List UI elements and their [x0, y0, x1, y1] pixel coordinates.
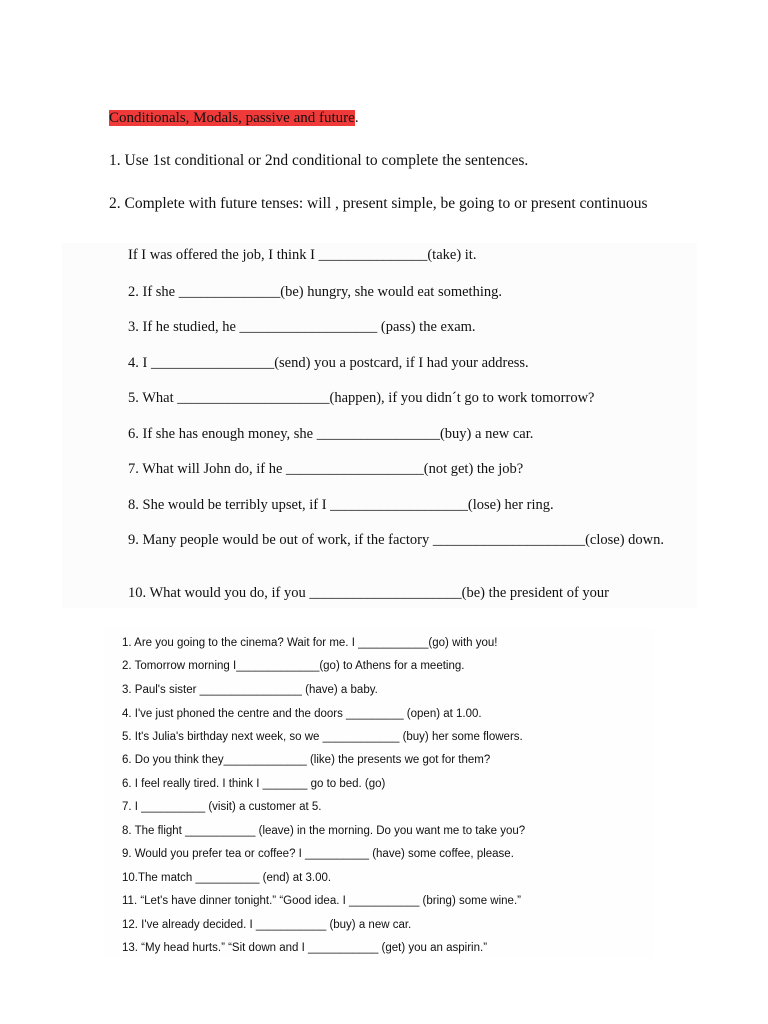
exercise-sentence: 3. Paul's sister ________________ (have) a baby.: [122, 684, 378, 696]
exercise-sentence: If I was offered the job, I think I _______________(take) it.: [128, 247, 477, 263]
conditionals-exercise-image: [62, 243, 697, 608]
exercise-sentence: 8. She would be terribly upset, if I ___________________(lose) her ring.: [128, 497, 554, 513]
exercise-sentence: 6. I feel really tired. I think I _______ go to bed. (go): [122, 778, 386, 790]
exercise-sentence: 10.The match __________ (end) at 3.00.: [122, 872, 332, 884]
worksheet-title: [109, 109, 359, 127]
exercise-sentence: 3. If he studied, he ___________________ (pass) the exam.: [128, 319, 476, 335]
exercise-sentence: 2. Tomorrow morning I_____________(go) to Athens for a meeting.: [122, 660, 465, 672]
exercise-sentence: 4. I _________________(send) you a postcard, if I had your address.: [128, 355, 529, 371]
instruction-1: 1. Use 1st conditional or 2nd conditional to complete the sentences.: [109, 152, 529, 169]
exercise-sentence: 5. It's Julia's birthday next week, so we ____________ (buy) her some flowers.: [122, 731, 523, 743]
exercise-sentence: 12. I've already decided. I ___________ (buy) a new car.: [122, 919, 412, 931]
exercise-sentence: 6. Do you think they_____________ (like) the presents we got for them?: [122, 754, 491, 766]
future-tenses-exercise-image: [104, 628, 654, 958]
exercise-sentence: 6. If she has enough money, she _________________(buy) a new car.: [128, 426, 534, 442]
exercise-sentence: 2. If she ______________(be) hungry, she would eat something.: [128, 284, 502, 300]
exercise-sentence: 9. Many people would be out of work, if the factory _____________________(close) down.: [128, 532, 664, 548]
exercise-sentence: 4. I've just phoned the centre and the doors _________ (open) at 1.00.: [122, 708, 482, 720]
worksheet-title-highlight: Conditionals, Modals, passive and future: [109, 110, 355, 126]
exercise-sentence: 10. What would you do, if you _____________________(be) the president of your: [128, 585, 609, 601]
exercise-sentence: 1. Are you going to the cinema? Wait for me. I ___________(go) with you!: [122, 637, 498, 649]
exercise-sentence: 9. Would you prefer tea or coffee? I __________ (have) some coffee, please.: [122, 848, 514, 860]
instruction-2: 2. Complete with future tenses: will , present simple, be going to or present continuous: [109, 195, 648, 212]
exercise-sentence: 8. The flight ___________ (leave) in the morning. Do you want me to take you?: [122, 825, 526, 837]
exercise-sentence: 13. “My head hurts.” “Sit down and I ___________ (get) you an aspirin.”: [122, 942, 488, 954]
exercise-sentence: 11. “Let's have dinner tonight.” “Good idea. I ___________ (bring) some wine.”: [122, 895, 521, 907]
exercise-sentence: 5. What _____________________(happen), if you didn´t go to work tomorrow?: [128, 390, 595, 406]
exercise-sentence: 7. What will John do, if he ___________________(not get) the job?: [128, 461, 524, 477]
exercise-sentence: 7. I __________ (visit) a customer at 5.: [122, 801, 322, 813]
worksheet-title-suffix: .: [354, 110, 359, 126]
